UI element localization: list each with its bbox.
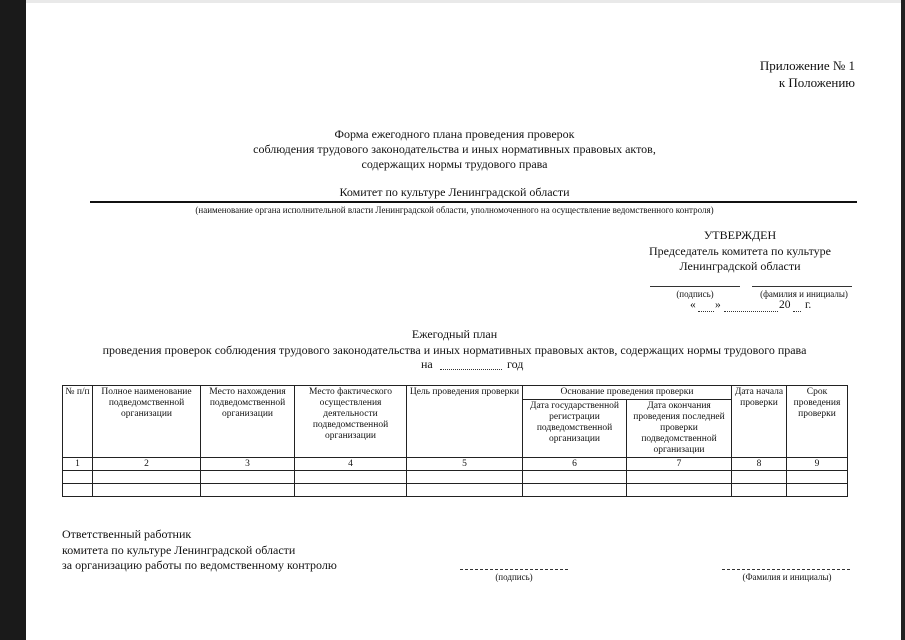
footer-name-caption: (Фамилия и инициалы) <box>742 572 832 582</box>
committee-underline <box>90 201 857 203</box>
scan-border-top <box>26 0 905 3</box>
approval-name-caption: (фамилия и инициалы) <box>760 289 848 299</box>
plan-year-suffix: год <box>507 357 524 371</box>
approval-year-prefix: 20 <box>779 299 791 311</box>
header-registration-date: Дата государственной регистрации подведомственной организации <box>523 400 627 458</box>
table-cell <box>93 471 201 484</box>
table-cell <box>787 484 848 497</box>
footer-responsible-line2: комитета по культуре Ленинградской области <box>62 543 296 557</box>
plan-year-blank <box>440 369 502 370</box>
approval-date-close: » <box>715 299 721 311</box>
header-purpose: Цель проведения проверки <box>407 386 523 458</box>
table-cell <box>295 484 407 497</box>
approval-heading: УТВЕРЖДЕН <box>703 228 777 242</box>
table-cell <box>201 471 295 484</box>
footer-responsible-line1: Ответственный работник <box>62 527 192 541</box>
header-number: № п/п <box>63 386 93 458</box>
header-grounds-group: Основание проведения проверки <box>523 386 732 400</box>
table-cell <box>63 471 93 484</box>
column-number-cell: 7 <box>627 458 732 471</box>
footer-signature-line <box>460 569 568 570</box>
column-number-cell: 1 <box>63 458 93 471</box>
header-location: Место нахождения подведомственной организации <box>201 386 295 458</box>
scan-border-right <box>901 0 905 640</box>
table-row <box>63 471 848 484</box>
column-number-cell: 2 <box>93 458 201 471</box>
form-title-line1: Форма ежегодного плана проведения проверок <box>334 127 575 141</box>
table-cell <box>523 471 627 484</box>
column-number-cell: 5 <box>407 458 523 471</box>
plan-year-prefix: на <box>421 357 433 371</box>
approval-position: Председатель комитета по культуре <box>649 244 831 258</box>
approval-name-line <box>752 286 852 287</box>
table-cell <box>732 471 787 484</box>
inspection-plan-table <box>62 385 848 497</box>
table-cell <box>295 471 407 484</box>
table-cell <box>407 471 523 484</box>
approval-year-blank <box>793 311 801 312</box>
column-number-cell: 3 <box>201 458 295 471</box>
column-number-cell: 9 <box>787 458 848 471</box>
header-org-name: Полное наименование подведомственной организации <box>93 386 201 458</box>
footer-signature-caption: (подпись) <box>495 572 533 582</box>
committee-caption: (наименование органа исполнительной власти Ленинградской области, уполномоченного на осуществление ведомственного контроля) <box>195 205 714 215</box>
form-title-line3: содержащих нормы трудового права <box>361 157 548 171</box>
appendix-reference: к Положению <box>778 75 855 90</box>
table-cell <box>787 471 848 484</box>
approval-signature-line <box>650 286 740 287</box>
approval-date-open: « <box>690 299 696 311</box>
form-title-line2: соблюдения трудового законодательства и иных нормативных правовых актов, <box>253 142 656 156</box>
header-last-check-date: Дата окончания проведения последней проверки подведомственной организации <box>627 400 732 458</box>
approval-date-month-blank <box>724 311 778 312</box>
plan-title: Ежегодный план <box>411 327 498 341</box>
table-cell <box>93 484 201 497</box>
column-number-cell: 6 <box>523 458 627 471</box>
table-column-numbers-row <box>63 458 848 471</box>
header-duration: Срок проведения проверки <box>787 386 848 458</box>
table-cell <box>201 484 295 497</box>
table-cell <box>627 484 732 497</box>
column-number-cell: 8 <box>732 458 787 471</box>
column-number-cell: 4 <box>295 458 407 471</box>
table-row <box>63 484 848 497</box>
plan-subtitle: проведения проверок соблюдения трудового законодательства и иных нормативных правовых актов, содержащих нормы трудового права <box>102 343 807 357</box>
table-cell <box>63 484 93 497</box>
appendix-number: Приложение № 1 <box>759 58 855 73</box>
approval-signature-caption: (подпись) <box>676 289 714 299</box>
approval-year-suffix: г. <box>805 299 812 311</box>
scan-border-left <box>0 0 26 640</box>
approval-region: Ленинградской области <box>679 259 801 273</box>
table-cell <box>407 484 523 497</box>
table-cell <box>627 471 732 484</box>
table-cell <box>732 484 787 497</box>
header-start-date: Дата начала проверки <box>732 386 787 458</box>
footer-responsible-line3: за организацию работы по ведомственному контролю <box>62 558 337 572</box>
committee-name: Комитет по культуре Ленинградской области <box>339 185 570 199</box>
header-actual-location: Место фактического осуществления деятельности подведомственной организации <box>295 386 407 458</box>
table-cell <box>523 484 627 497</box>
approval-date-day-blank <box>698 311 714 312</box>
footer-name-line <box>722 569 850 570</box>
